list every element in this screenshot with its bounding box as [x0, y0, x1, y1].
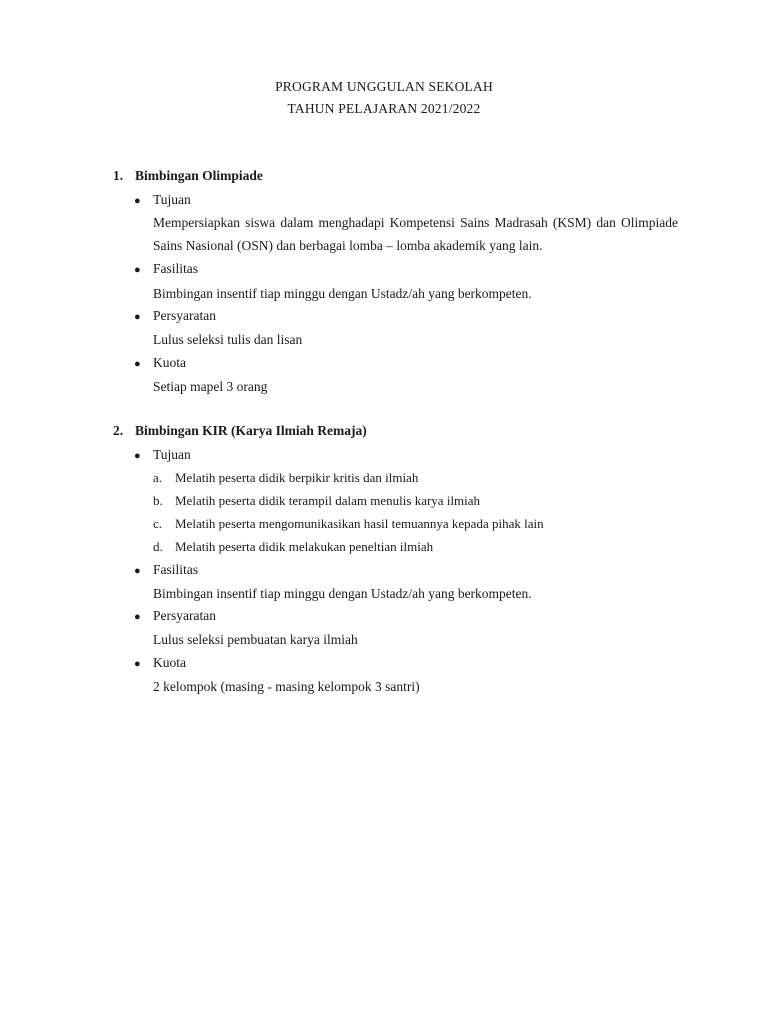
section-number: 1. — [113, 168, 124, 183]
list-text: Melatih peserta didik terampil dalam menulis karya ilmiah — [175, 493, 481, 508]
list-marker: a. — [153, 470, 163, 485]
paragraph: Setiap mapel 3 orang — [153, 379, 268, 394]
bullet-label: Tujuan — [153, 447, 191, 462]
list-marker: d. — [153, 539, 163, 554]
paragraph: Mempersiapkan siswa dalam menghadapi Kompetensi Sains Madrasah (KSM) dan Olimpiade Sains Nasional (OSN) dan berbagai lomba – lomba akademik yang lain. — [153, 215, 678, 253]
list-text: Melatih peserta mengomunikasikan hasil temuannya kepada pihak lain — [175, 516, 544, 531]
bullet-label: Persyaratan — [153, 608, 216, 623]
paragraph: Bimbingan insentif tiap minggu dengan Ustadz/ah yang berkompeten. — [153, 286, 532, 301]
section-title: Bimbingan KIR (Karya Ilmiah Remaja) — [135, 423, 367, 438]
bullet-label: Tujuan — [153, 192, 191, 207]
paragraph: Bimbingan insentif tiap minggu dengan Ustadz/ah yang berkompeten. — [153, 586, 532, 601]
section-heading — [113, 423, 367, 439]
list-item — [153, 539, 433, 555]
bullet-item — [134, 608, 216, 624]
list-item — [153, 470, 418, 486]
list-item — [153, 516, 544, 532]
list-text: Melatih peserta didik berpikir kritis dan ilmiah — [175, 470, 419, 485]
bullet-icon: ● — [134, 358, 141, 370]
section-title: Bimbingan Olimpiade — [135, 168, 263, 183]
bullet-label: Persyaratan — [153, 308, 216, 323]
paragraph: 2 kelompok (masing - masing kelompok 3 santri) — [153, 679, 420, 694]
bullet-icon: ● — [134, 611, 141, 623]
bullet-item — [134, 562, 198, 578]
document-subtitle: TAHUN PELAJARAN 2021/2022 — [287, 101, 481, 116]
bullet-icon: ● — [134, 565, 141, 577]
list-marker: c. — [153, 516, 163, 531]
list-marker: b. — [153, 493, 163, 508]
bullet-item — [134, 261, 198, 277]
list-item — [153, 493, 480, 509]
bullet-item — [134, 447, 191, 463]
bullet-label: Fasilitas — [153, 562, 199, 577]
section-heading — [113, 168, 263, 184]
list-text: Melatih peserta didik melakukan peneltian ilmiah — [175, 539, 434, 554]
bullet-icon: ● — [134, 311, 141, 323]
bullet-icon: ● — [134, 450, 141, 462]
bullet-item — [134, 355, 186, 371]
paragraph: Lulus seleksi pembuatan karya ilmiah — [153, 632, 358, 647]
bullet-label: Kuota — [153, 355, 186, 370]
bullet-icon: ● — [134, 264, 141, 276]
paragraph: Lulus seleksi tulis dan lisan — [153, 332, 303, 347]
bullet-label: Fasilitas — [153, 261, 199, 276]
document-title: PROGRAM UNGGULAN SEKOLAH — [275, 79, 493, 94]
bullet-icon: ● — [134, 195, 141, 207]
bullet-item — [134, 192, 191, 208]
bullet-icon: ● — [134, 658, 141, 670]
section-number: 2. — [113, 423, 124, 438]
bullet-item — [134, 655, 186, 671]
bullet-label: Kuota — [153, 655, 186, 670]
bullet-item — [134, 308, 216, 324]
